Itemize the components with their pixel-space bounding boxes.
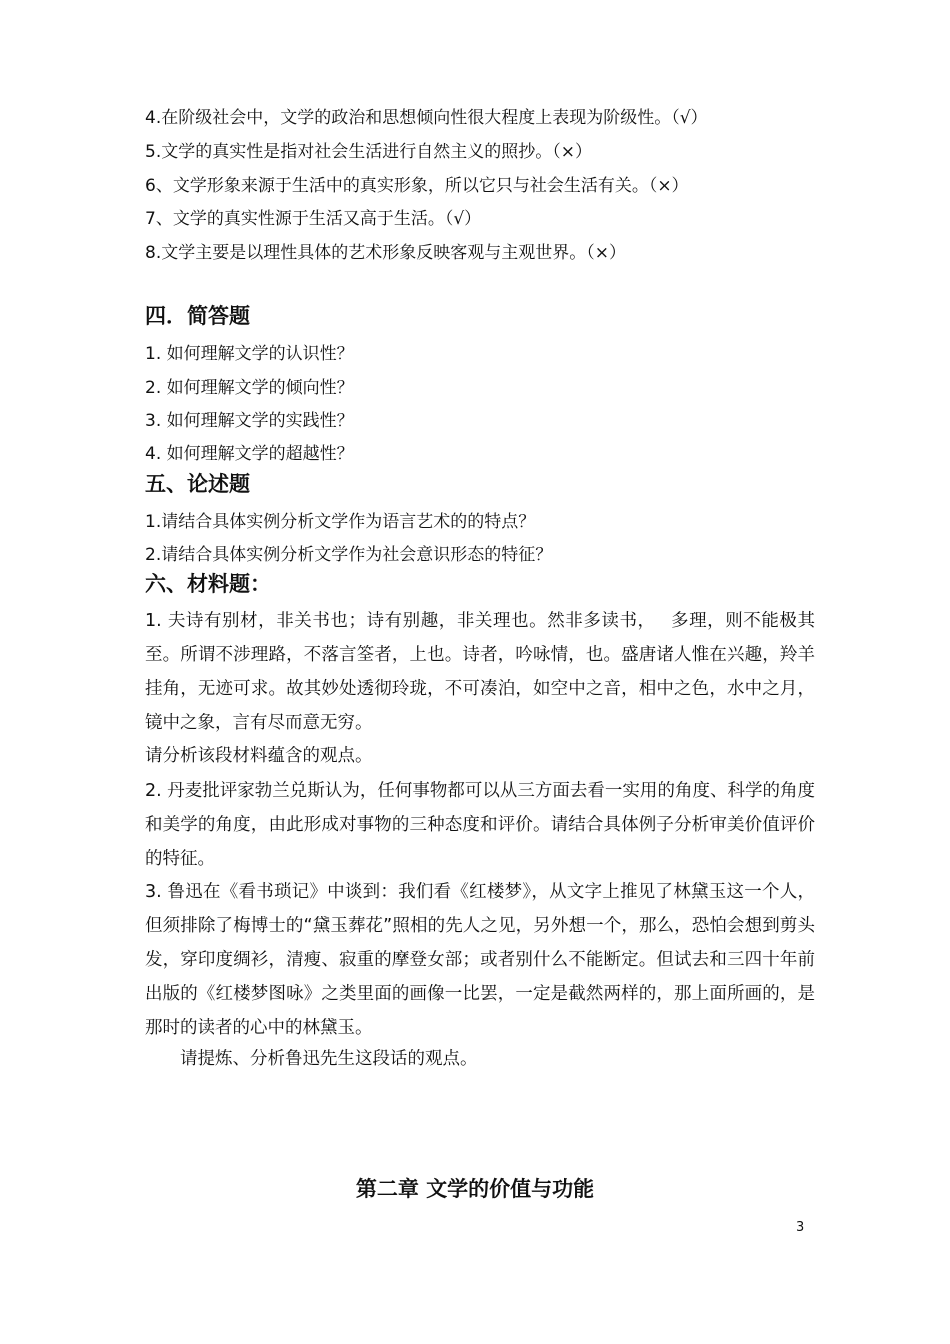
- page-number: 3: [796, 1220, 805, 1235]
- material-3-text: 3. 鲁迅在《看书琐记》中谈到：我们看《红楼梦》，从文字上推见了林黛玉这一个人，但须排除了梅博士的“黛玉葬花”照相的先人之见，另外想一个，那么，恐怕会想到剪头发，穿印度绸衫，清瘦、寂重的摩登女部；或者别什么不能断定。但试去和三四十年前出版的《红楼梦图咏》之类里面的画像一比罢，一定是截然两样的，那上面所画的，是那时的读者的心中的林黛玉。: [145, 882, 815, 1038]
- chapter-title: 第二章 文学的价值与功能: [355, 1177, 595, 1201]
- tf-item-6: 6、文学形象来源于生活中的真实形象，所以它只与社会生活有关。（×）: [145, 176, 689, 196]
- tf-item-4: 4.在阶级社会中，文学的政治和思想倾向性很大程度上表现为阶级性。（√）: [145, 108, 708, 128]
- section-4-title: 四．简答题: [145, 304, 250, 328]
- essay-question-2: 2.请结合具体实例分析文学作为社会意识形态的特征？: [145, 545, 553, 565]
- section-5-title: 五、论述题: [145, 472, 250, 496]
- material-1-text: 1. 夫诗有别材，非关书也；诗有别趣，非关理也。然非多读书， 多理，则不能极其至。所谓不涉理路，不落言筌者，上也。诗者，吟咏情，也。盛唐诸人惟在兴趣，羚羊挂角，无迹可求。故其妙处透彻玲珑，不可凑泊，如空中之音，相中之色，水中之月，镜中之象，言有尽而意无穷。: [145, 611, 815, 733]
- short-answer-4: 4. 如何理解文学的超越性？: [145, 444, 354, 464]
- tf-item-7: 7、文学的真实性源于生活又高于生活。（√）: [145, 209, 482, 229]
- material-2-text: 2. 丹麦批评家勃兰兑斯认为，任何事物都可以从三方面去看一实用的角度、科学的角度和美学的角度，由此形成对事物的三种态度和评价。请结合具体例子分析审美价值评价的特征。: [145, 781, 815, 869]
- essay-question-1: 1.请结合具体实例分析文学作为语言艺术的的特点？: [145, 512, 536, 532]
- section-6-title: 六、材料题：: [145, 572, 271, 596]
- tf-item-8: 8.文学主要是以理性具体的艺术形象反映客观与主观世界。（×）: [145, 243, 626, 263]
- material-3-question: 请提炼、分析鲁迅先生这段话的观点。: [180, 1049, 478, 1069]
- short-answer-2: 2. 如何理解文学的倾向性？: [145, 378, 354, 398]
- short-answer-1: 1. 如何理解文学的认识性？: [145, 344, 354, 364]
- short-answer-3: 3. 如何理解文学的实践性？: [145, 411, 354, 431]
- material-1-question: 请分析该段材料蕴含的观点。: [145, 746, 373, 766]
- tf-item-5: 5.文学的真实性是指对社会生活进行自然主义的照抄。（×）: [145, 142, 592, 162]
